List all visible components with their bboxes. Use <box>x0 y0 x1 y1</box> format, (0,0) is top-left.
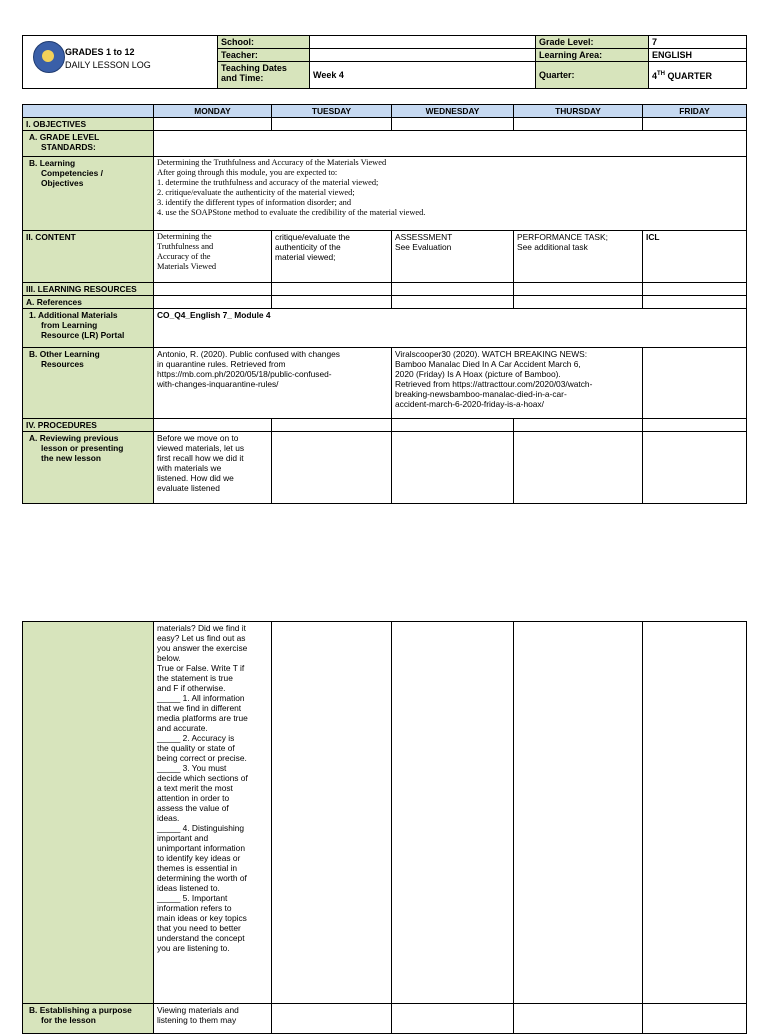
content-monday: Determining the Truthfulness and Accuracy of the Materials Viewed <box>154 231 272 283</box>
corner-cell <box>23 105 154 118</box>
learning-area-label: Learning Area: <box>536 49 649 62</box>
other-resources-monday: Antonio, R. (2020). Public confused with changes in quarantine rules. Retrieved from https://mb.com.ph/2020/05/18/public-confused- with-changes-inquarantine-rules/ <box>154 348 392 419</box>
teaching-dates-label: Teaching Dates and Time: <box>218 62 310 89</box>
teaching-dates-value: Week 4 <box>310 62 536 89</box>
lesson-table-continued <box>22 621 747 1034</box>
review-exercise-monday: materials? Did we find it easy? Let us find out as you answer the exercise below. True or False. Write T if the statement is true and F if otherwise. _____ 1. All information that we find in different media platforms are true and accurate. _____ 2. Accuracy is the quality or state of being correct or precise. _____ 3. You must decide which sections of a text merit the most attention in order to assess the value of ideas. _____ 4. Distinguishing important and unimportant information to identify key ideas or themes is essential in determining the worth of ideas listened to. _____ 5. Important information refers to main ideas or key topics that you need to better understand the concept you are listening to. <box>154 622 272 1004</box>
quarter-value: 4TH QUARTER <box>649 62 747 89</box>
logo-cell <box>23 36 218 89</box>
header-table <box>22 35 747 89</box>
col-wednesday: WEDNESDAY <box>392 105 514 118</box>
row-references: A. References <box>23 296 154 309</box>
quarter-label: Quarter: <box>536 62 649 89</box>
content-friday: ICL <box>643 231 747 283</box>
additional-materials-text: CO_Q4_English 7_ Module 4 <box>154 309 747 348</box>
col-thursday: THURSDAY <box>514 105 643 118</box>
row-learning-competencies: B. Learning Competencies / Objectives <box>23 157 154 231</box>
standards-text <box>154 131 747 157</box>
log-title-2: DAILY LESSON LOG <box>65 60 151 70</box>
row-learning-resources: III. LEARNING RESOURCES <box>23 283 154 296</box>
row-procedures: IV. PROCEDURES <box>23 419 154 432</box>
grade-level-value: 7 <box>649 36 747 49</box>
teacher-value <box>310 49 536 62</box>
competencies-text: Determining the Truthfulness and Accuracy of the Materials Viewed After going through this module, you are expected to: 1. determine the truthfulness and accuracy of the material viewed; 2. critique/evaluate the authenticity of the material viewed; 3. identify the different types of information disorder; and 4. use the SOAPStone method to evaluate the credibility of the material viewed. <box>154 157 747 231</box>
row-additional-materials: 1. Additional Materials from Learning Resource (LR) Portal <box>23 309 154 348</box>
review-text-monday: Before we move on to viewed materials, let us first recall how we did it with materials we listened. How did we evaluate listened <box>154 432 272 504</box>
row-establishing-purpose: B. Establishing a purpose for the lesson <box>23 1004 154 1034</box>
learning-area-value: ENGLISH <box>649 49 747 62</box>
row-other-resources: B. Other Learning Resources <box>23 348 154 419</box>
school-value <box>310 36 536 49</box>
row-content: II. CONTENT <box>23 231 154 283</box>
review-label-continued <box>23 622 154 1004</box>
other-resources-wednesday: Viralscooper30 (2020). WATCH BREAKING NEWS: Bamboo Manalac Died In A Car Accident March 6, 2020 (Friday) Is A Hoax (picture of Bamboo). Retrieved from https://attracttour.com/2020/03/watch- breaking-newsbamboo-manalac-died-in-a-car- accident-march-6-2020-friday-is-a-hoax/ <box>392 348 643 419</box>
col-friday: FRIDAY <box>643 105 747 118</box>
purpose-text-monday: Viewing materials and listening to them may <box>154 1004 272 1034</box>
school-label: School: <box>218 36 310 49</box>
teacher-label: Teacher: <box>218 49 310 62</box>
content-thursday: PERFORMANCE TASK; See additional task <box>514 231 643 283</box>
col-monday: MONDAY <box>154 105 272 118</box>
grade-level-label: Grade Level: <box>536 36 649 49</box>
lesson-table <box>22 104 747 504</box>
col-tuesday: TUESDAY <box>272 105 392 118</box>
row-reviewing-lesson: A. Reviewing previous lesson or presenting the new lesson <box>23 432 154 504</box>
content-tuesday: critique/evaluate the authenticity of the material viewed; <box>272 231 392 283</box>
log-title-1: GRADES 1 to 12 <box>65 47 135 57</box>
row-objectives: I. OBJECTIVES <box>23 118 154 131</box>
row-grade-level-standards: A. GRADE LEVEL STANDARDS: <box>23 131 154 157</box>
content-wednesday: ASSESSMENT See Evaluation <box>392 231 514 283</box>
deped-seal-icon <box>33 41 65 73</box>
